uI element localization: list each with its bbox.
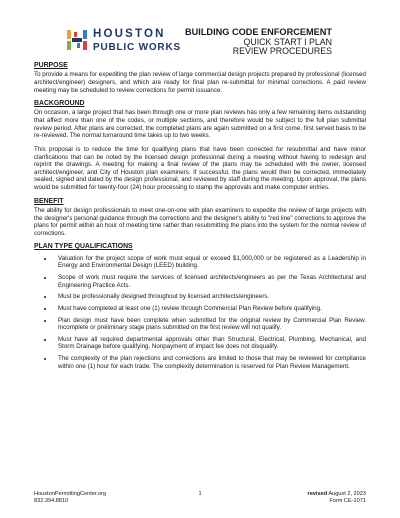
logo-title: HOUSTON [93, 28, 166, 40]
page-header [34, 0, 366, 62]
purpose-heading: PURPOSE [34, 62, 68, 69]
footer-revised [308, 491, 366, 498]
revised-date: August 2, 2023 [328, 491, 366, 497]
purpose-text: To provide a means for expediting the plan review of large commercial design projects prepared by professional (licensed architect/engineer) designers, and which are ready for final plan re-submittal for minimal corrections. A paid review meeting may be scheduled to review corrections for permit issuance. [34, 71, 366, 94]
logo-subtitle: PUBLIC WORKS [93, 41, 181, 53]
background-heading: BACKGROUND [34, 100, 85, 108]
benefit-heading: BENEFIT [34, 197, 64, 205]
qualifications-heading: PLAN TYPE QUALIFICATIONS [34, 243, 133, 251]
list-item: • Valuation for the project scope of work must equal or exceed $1,000,000 or be registered as a Leadership in Energy and Environmental Design (LEED) building. [54, 255, 366, 270]
list-item: • Must have all required departmental approvals other than Structural, Electrical, Plumbing, Mechanical, and Storm Drainage before qualifying. Nonpayment of impact fee does not disqualify. [54, 336, 366, 351]
form-number: Form CE-1071 [329, 497, 366, 504]
list-item: • The complexity of the plan rejections and corrections are limited to those that may be reviewed for compliance within one (1) hour for each trade. The complexity determination is reserved for Plan Review Management. [54, 355, 366, 370]
list-item: • Must be professionally designed throughout by licensed architects/engineers. [54, 293, 366, 301]
background-paragraph-2: This proposal is to reduce the time for qualifying plans that have been corrected for resubmittal and have minor clarifications that can be noted by the licensed design professional during a meeting without having to redesign and reprint the drawings. A meeting for making a final review of the plans may be scheduled with the owner, licensed architect/engineer, and City of Houston plan examiners. If successful, the plans would then be corrected, immediately sealed, signed and dated by the design professional, and reviewed by staff during the meeting. Upon approval, the plans would be submitted for twenty-four (24) hour processing to stamp the approvals and make computer entries. [34, 145, 366, 192]
page-number: 1 [198, 491, 202, 497]
document-subtitle-line2: REVIEW PROCEDURES [232, 45, 332, 56]
document-title-block [185, 28, 332, 56]
document-title: BUILDING CODE ENFORCEMENT [185, 27, 332, 37]
background-paragraph-1: On occasion, a large project that has been through one or more plan reviews has only a few remaining items outstanding that affect more than one of the codes, or multiple sections, and therefore would be subject to the full plan submittal review period. After plans are corrected, the completed plans are again submitted on a first come, first served basis to be re-reviewed. The normal turnaround time takes up to two weeks. [34, 109, 366, 140]
footer-website: HoustonPermittingCenter.org [34, 491, 107, 497]
list-item: • Must have completed at least one (1) review through Commercial Plan Review before qualifying. [54, 305, 366, 313]
purpose-section [34, 62, 366, 94]
benefit-text: The ability for design professionals to meet one-on-one with plan examiners to expedite the review of large projects with the designer's personal guidance through the corrections and the designer's ability to "red line" corrections to approve the plans for permit within an hour of meeting time rather than resubmitting the plans into the system for the normal review of corrections. [34, 206, 366, 237]
background-section [34, 100, 366, 192]
list-item: • Scope of work must require the services of licensed architects/engineers as per the Texas Architectural and Engineering Practice Acts. [54, 274, 366, 289]
document-subtitle-line1: QUICK START I PLAN [243, 36, 332, 47]
logo-mark-icon [66, 28, 90, 52]
list-item: • Plan design must have been complete when submitted for the original review by Commercial Plan Review. Incomplete or preliminary stage plans submitted on the first review will not qualify. [54, 317, 366, 332]
qualifications-list [34, 255, 366, 371]
qualifications-section [34, 243, 366, 370]
revised-label: revised [307, 491, 328, 497]
benefit-section [34, 198, 366, 238]
footer-phone: 832.394.8810 [34, 497, 69, 504]
